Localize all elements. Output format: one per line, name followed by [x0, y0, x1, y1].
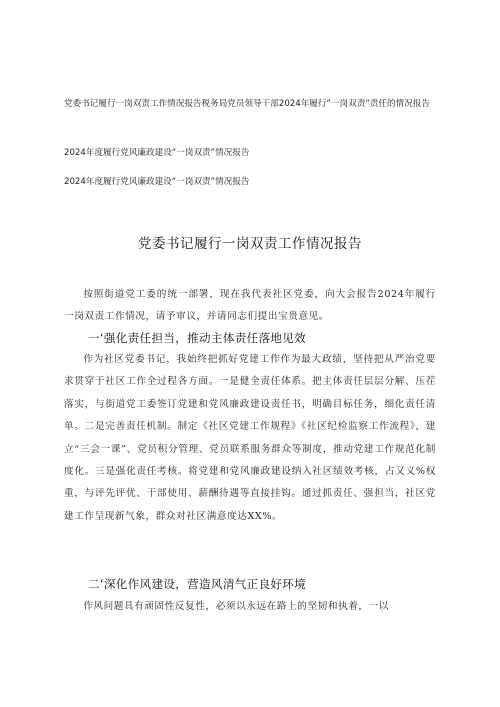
toc-entry[interactable]: 2024年度履行党风廉政建设“一岗双责”情况报告: [64, 148, 250, 158]
toc-entry[interactable]: 党委书记履行一岗双责工作情况报告税务局党员领导干部2024年履行“一岗双责”责任的情况报告: [64, 99, 430, 109]
intro-paragraph: 按照街道党工委的统一部署，现在我代表社区党委，向大会报告2024年履行一岗双责工作情况，请予审议，并请同志们提出宝贵意见。: [64, 289, 436, 323]
document-title: 党委书记履行一岗双责工作情况报告: [138, 236, 362, 252]
toc-entry[interactable]: 2024年度履行党风廉政建设“一岗双责”情况报告: [64, 177, 250, 187]
section-paragraph: 作风问题具有顽固性反复性，必须以永远在路上的坚韧和执着，一以: [83, 601, 389, 612]
section-heading: 二‘深化作风建设，营造风清气正良好环境: [88, 577, 307, 591]
section-paragraph: 作为社区党委书记，我始终把抓好党建工作作为最大政绩，坚持把从严治党要求贯穿于社区工作全过程各方面。一是健全责任体系。把主体责任层层分解、压茬落实，与街道党工委签订党建和党风廉政建设责任书，明确目标任务，细化责任清单。二是完善责任机制。制定《社区党建工作规程》《社区纪检监察工作流程》，建立“三会一课”、党员积分管理、党员联系服务群众等制度，推动党建工作规范化制度化。三是强化责任考核。将党建和党风廉政建设纳入社区绩效考核，占又义%权重，与评先评优、干部使用、薪酬待遇等直接挂钩。通过抓责任、强担当，社区党建工作呈现新气象，群众对社区满意度达XX%。: [64, 354, 436, 522]
section-heading: 一‘强化责任担当，推动主体责任落地见效: [88, 331, 307, 345]
